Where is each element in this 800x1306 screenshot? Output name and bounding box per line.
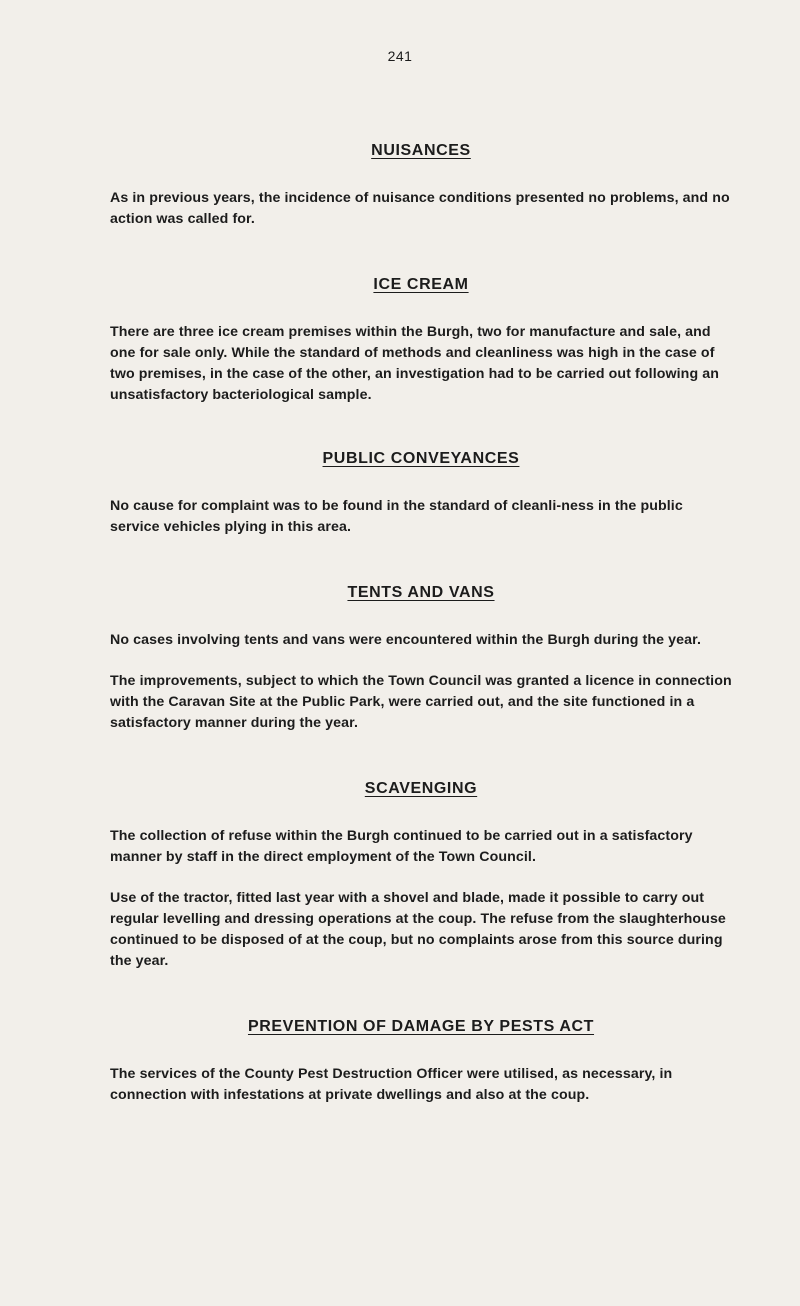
section-heading: ICE CREAM xyxy=(373,276,469,293)
section-public-conveyances xyxy=(110,450,732,538)
section-scavenging xyxy=(110,780,732,972)
section-heading: SCAVENGING xyxy=(364,780,478,797)
section-heading: PREVENTION OF DAMAGE BY PESTS ACT xyxy=(247,1018,595,1035)
section-tents-and-vans xyxy=(110,584,732,734)
section-paragraph: No cause for complaint was to be found in the standard of cleanli-ness in the public service vehicles plying in this area. xyxy=(110,498,683,535)
section-paragraph: No cases involving tents and vans were encountered within the Burgh during the year. xyxy=(110,632,701,648)
section-nuisances xyxy=(110,142,732,230)
section-heading: NUISANCES xyxy=(371,142,471,159)
section-paragraph: Use of the tractor, fitted last year with a shovel and blade, made it possible to carry out regular levelling and dressing operations at the coup. The refuse from the slaughterhouse continued to be disposed of at the coup, but no complaints arose from this source during the year. xyxy=(110,890,726,969)
section-paragraph: The services of the County Pest Destruction Officer were utilised, as necessary, in connection with infestations at private dwellings and also at the coup. xyxy=(110,1066,673,1103)
section-paragraph: The improvements, subject to which the Town Council was granted a licence in connection with the Caravan Site at the Public Park, were carried out, and the site functioned in a satisfactory manner during the year. xyxy=(110,673,732,731)
section-heading: TENTS AND VANS xyxy=(347,584,495,601)
section-prevention-of-damage-by-pests-act xyxy=(110,1018,732,1106)
section-heading: PUBLIC CONVEYANCES xyxy=(322,450,520,467)
page-number: 241 xyxy=(387,48,413,64)
section-ice-cream xyxy=(110,276,732,406)
page-content xyxy=(110,142,732,1106)
section-paragraph: There are three ice cream premises within the Burgh, two for manufacture and sale, and one for sale only. While the standard of methods and cleanliness was high in the case of two premises, in the case of the other, an investigation had to be carried out following an unsatisfactory bacteriological sample. xyxy=(110,324,720,403)
section-paragraph: The collection of refuse within the Burgh continued to be carried out in a satisfactory manner by staff in the direct employment of the Town Council. xyxy=(110,828,693,865)
section-paragraph: As in previous years, the incidence of nuisance conditions presented no problems, and no action was called for. xyxy=(110,190,730,227)
